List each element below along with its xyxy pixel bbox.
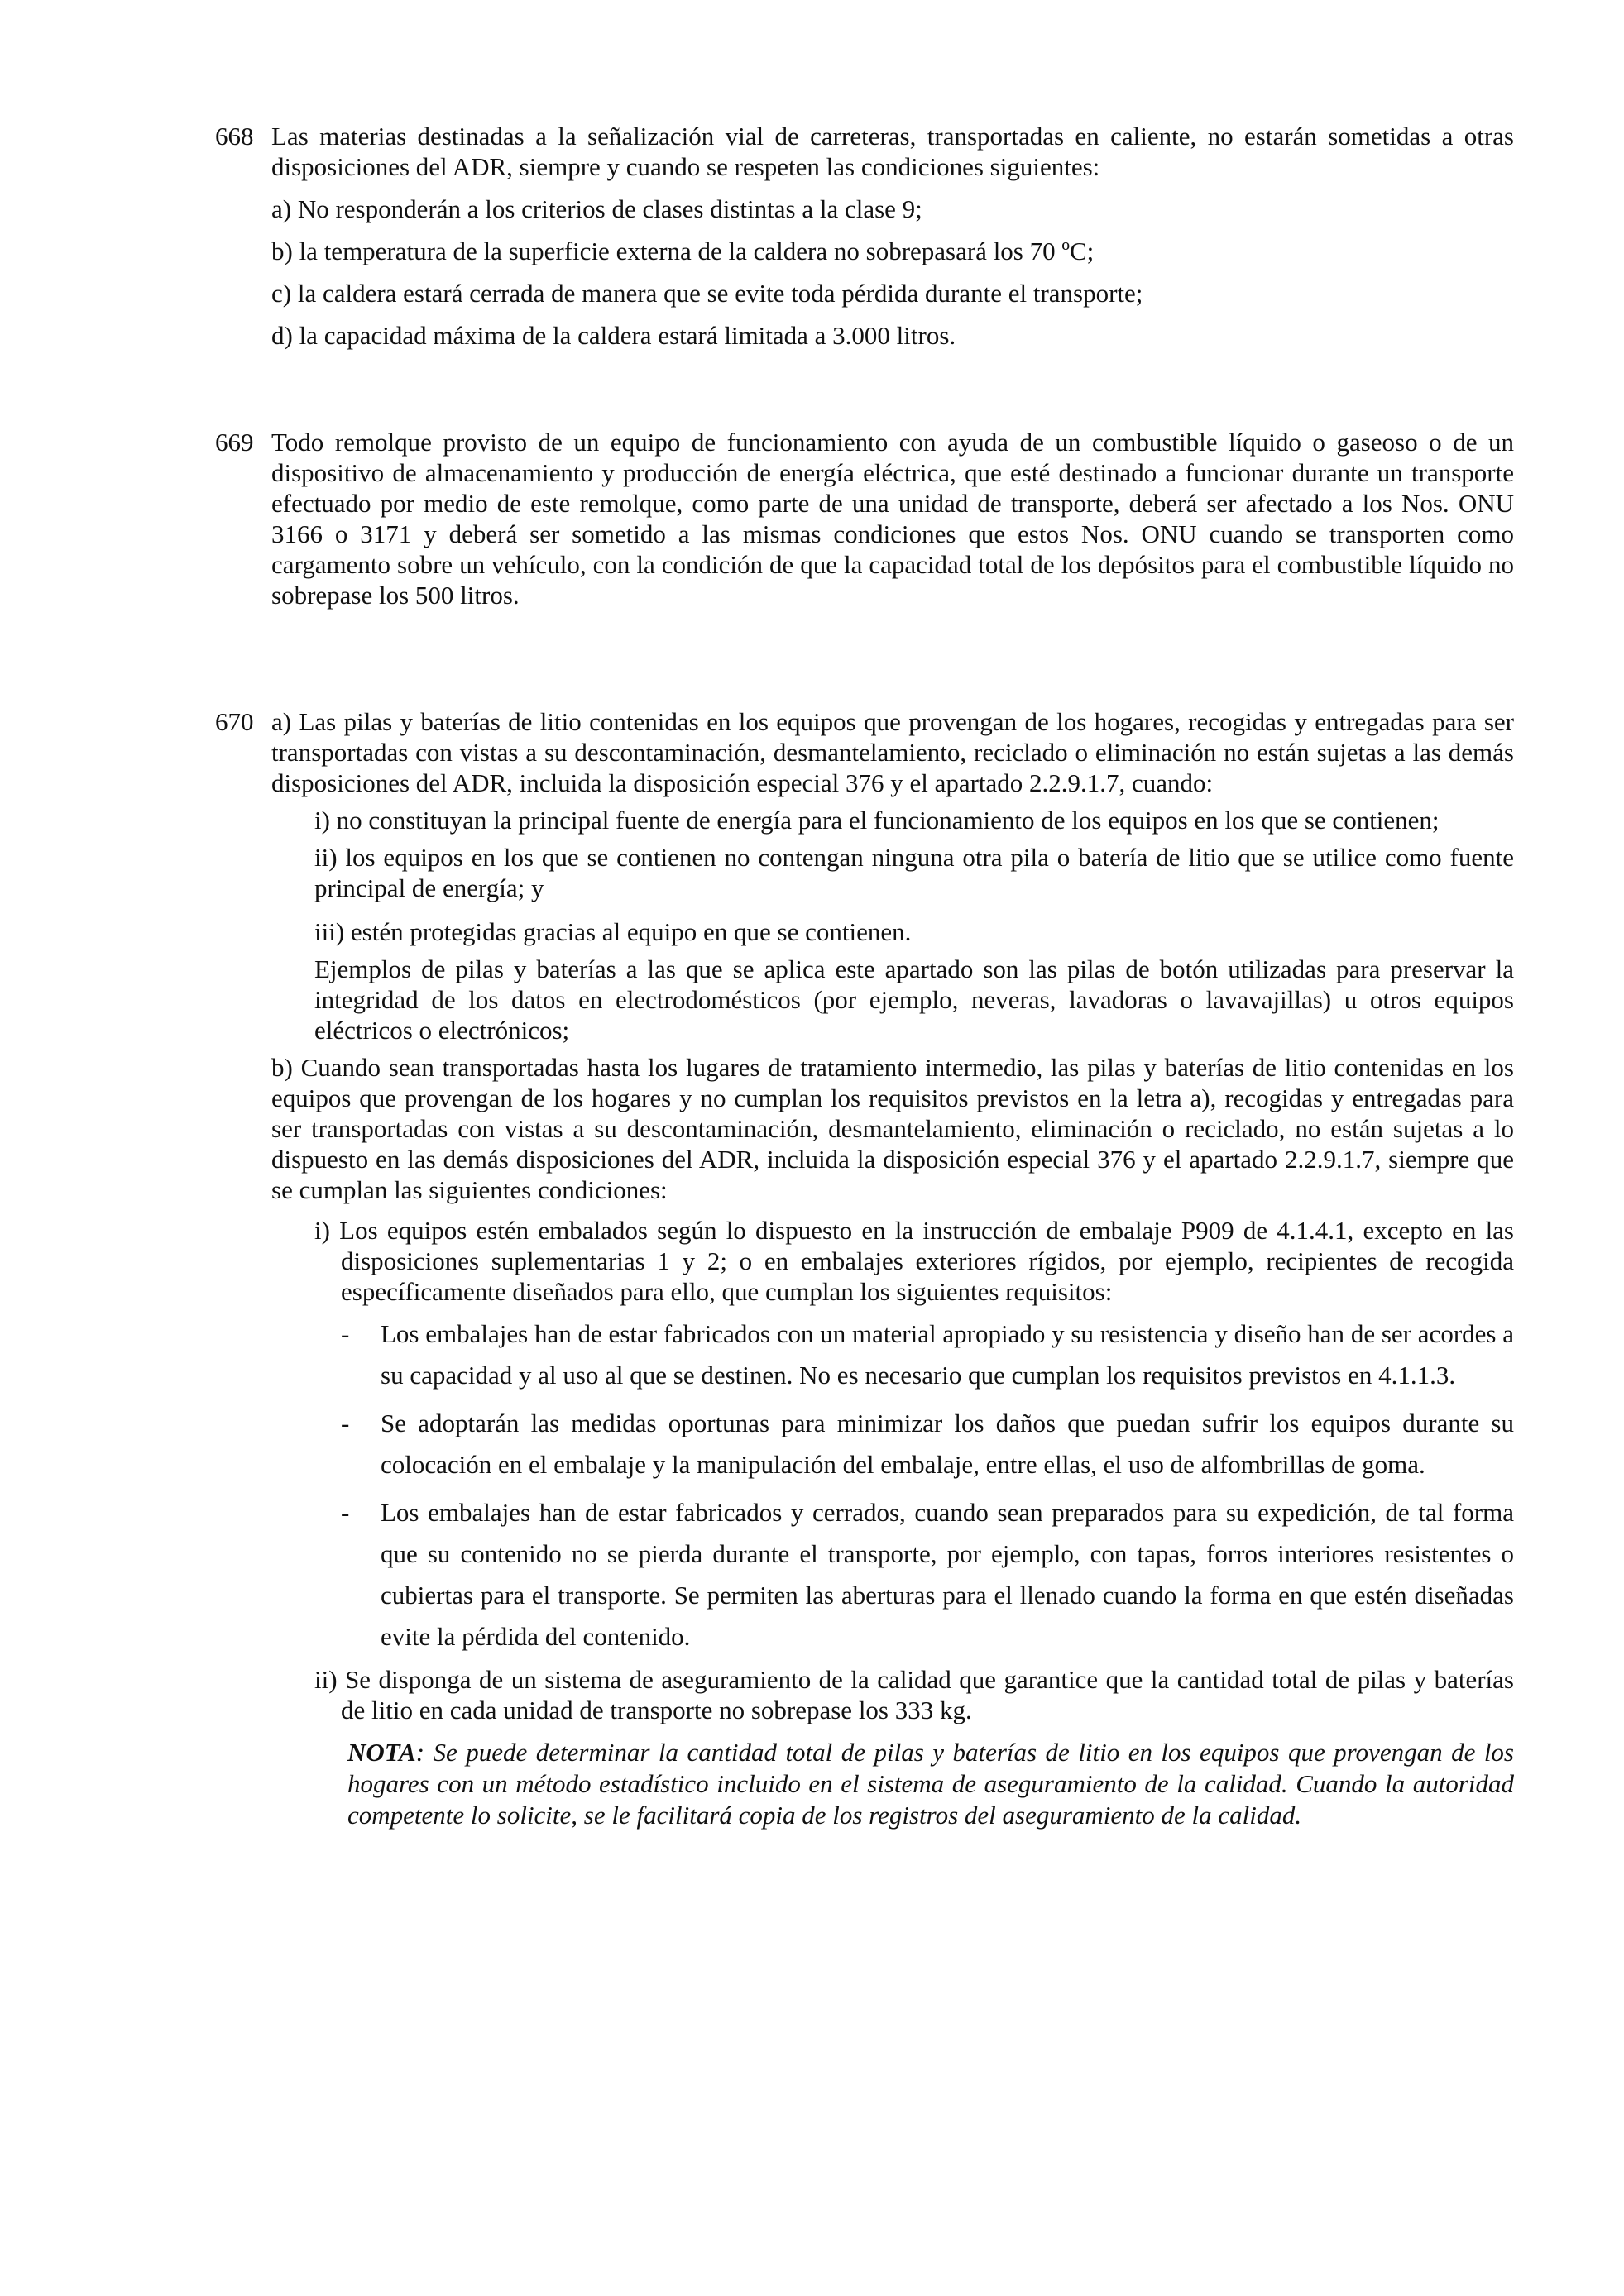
paragraph-b-intro: b) Cuando sean transportadas hasta los lugares de tratamiento intermedio, las pilas y baterías de litio contenidas en los equipos que provengan de los hogares y no cumplan los requisitos previstos en la letra a), recogidas y entregadas para ser transportadas con vistas a su descontaminación, desmantelamiento, eliminación o reciclado, no están sujetas a lo dispuesto en las demás disposiciones del ADR, incluida la disposición especial 376 y el apartado 2.2.9.1.7, siempre que se cumplan las siguientes condiciones: — [271, 1053, 1514, 1204]
condition-a: a) No responderán a los criterios de clases distintas a la clase 9; — [271, 194, 922, 223]
list-item-text: Los embalajes han de estar fabricados y cerrados, cuando sean preparados para su expedición, de tal forma que su contenido no se pierda durante el transporte, por ejemplo, con tapas, forros interiores resistentes o cubiertas para el transporte. Se permiten las aberturas para el llenado cuando la forma en que estén diseñadas evite la pérdida del contenido. — [381, 1498, 1514, 1651]
list-item — [341, 1492, 1514, 1657]
section-number: 669 — [215, 428, 254, 457]
condition-b: b) la temperatura de la superficie externa de la caldera no sobrepasará los 70 ºC; — [271, 237, 1095, 265]
section-number: 670 — [215, 707, 254, 736]
paragraph-a-item-iii: iii) estén protegidas gracias al equipo en que se contienen. — [314, 917, 912, 946]
dash-bullet: - — [341, 1498, 350, 1527]
section-number: 668 — [215, 122, 254, 151]
condition-d: d) la capacidad máxima de la caldera estará limitada a 3.000 litros. — [271, 321, 956, 350]
dash-bullet: - — [341, 1319, 350, 1348]
dash-bullet: - — [341, 1409, 350, 1437]
condition-c: c) la caldera estará cerrada de manera que se evite toda pérdida durante el transporte; — [271, 279, 1143, 308]
list-item-text: Se adoptarán las medidas oportunas para minimizar los daños que puedan sufrir los equipos durante su colocación en el embalaje y la manipulación del embalaje, entre ellas, el uso de alfombrillas de goma. — [381, 1409, 1514, 1479]
section-668-intro: Las materias destinadas a la señalización vial de carreteras, transportadas en caliente, no estarán sometidas a otras disposiciones del ADR, siempre y cuando se respeten las condiciones siguientes: — [271, 122, 1514, 181]
paragraph-a-example: Ejemplos de pilas y baterías a las que se aplica este apartado son las pilas de botón utilizadas para preservar la integridad de los datos en electrodomésticos (por ejemplo, neveras, lavadoras o lavavajillas) u otros equipos eléctricos o electrónicos; — [314, 954, 1514, 1045]
list-item — [341, 1403, 1514, 1485]
paragraph-a-intro: a) Las pilas y baterías de litio contenidas en los equipos que provengan de los hogares, recogidas y entregadas para ser transportadas con vistas a su descontaminación, desmantelamiento, reciclado o eliminación no están sujetas a las demás disposiciones del ADR, incluida la disposición especial 376 y el apartado 2.2.9.1.7, cuando: — [271, 707, 1514, 797]
packaging-requirements-list — [341, 1313, 1514, 1657]
paragraph-a-item-ii: ii) los equipos en los que se contienen no contengan ninguna otra pila o batería de litio que se utilice como fuente principal de energía; y — [314, 843, 1514, 902]
section-669-text: Todo remolque provisto de un equipo de funcionamiento con ayuda de un combustible líquido o gaseoso o de un dispositivo de almacenamiento y producción de energía eléctrica, que esté destinado a funcionar durante un transporte efectuado por medio de este remolque, como parte de una unidad de transporte, deberá ser afectado a los Nos. ONU 3166 o 3171 y deberá ser sometido a las mismas condiciones que estos Nos. ONU cuando se transporten como cargamento sobre un vehículo, con la condición de que la capacidad total de los depósitos para el combustible líquido no sobrepase los 500 litros. — [271, 428, 1514, 610]
note-label: NOTA — [347, 1738, 416, 1767]
note-text: : Se puede determinar la cantidad total de pilas y baterías de litio en los equipos que provengan de los hogares con un método estadístico incluido en el sistema de aseguramiento de la calidad. Cuando la autoridad competente lo solicite, se le facilitará copia de los registros del aseguramiento de la calidad. — [347, 1738, 1514, 1830]
paragraph-b-item-ii: ii) Se disponga de un sistema de aseguramiento de la calidad que garantice que la cantidad total de pilas y baterías de litio en cada unidad de transporte no sobrepase los 333 kg. — [314, 1665, 1514, 1724]
paragraph-b-item-i: i) Los equipos estén embalados según lo dispuesto en la instrucción de embalaje P909 de 4.1.4.1, excepto en las disposiciones suplementarias 1 y 2; o en embalajes exteriores rígidos, por ejemplo, recipientes de recogida específicamente diseñados para ello, que cumplan los siguientes requisitos: — [314, 1216, 1514, 1306]
note — [347, 1737, 1514, 1831]
paragraph-a-item-i: i) no constituyan la principal fuente de energía para el funcionamiento de los equipos en los que se contienen; — [314, 806, 1440, 835]
list-item — [341, 1313, 1514, 1396]
list-item-text: Los embalajes han de estar fabricados con un material apropiado y su resistencia y diseño han de ser acordes a su capacidad y al uso al que se destinen. No es necesario que cumplan los requisitos previstos en 4.1.1.3. — [381, 1319, 1514, 1390]
